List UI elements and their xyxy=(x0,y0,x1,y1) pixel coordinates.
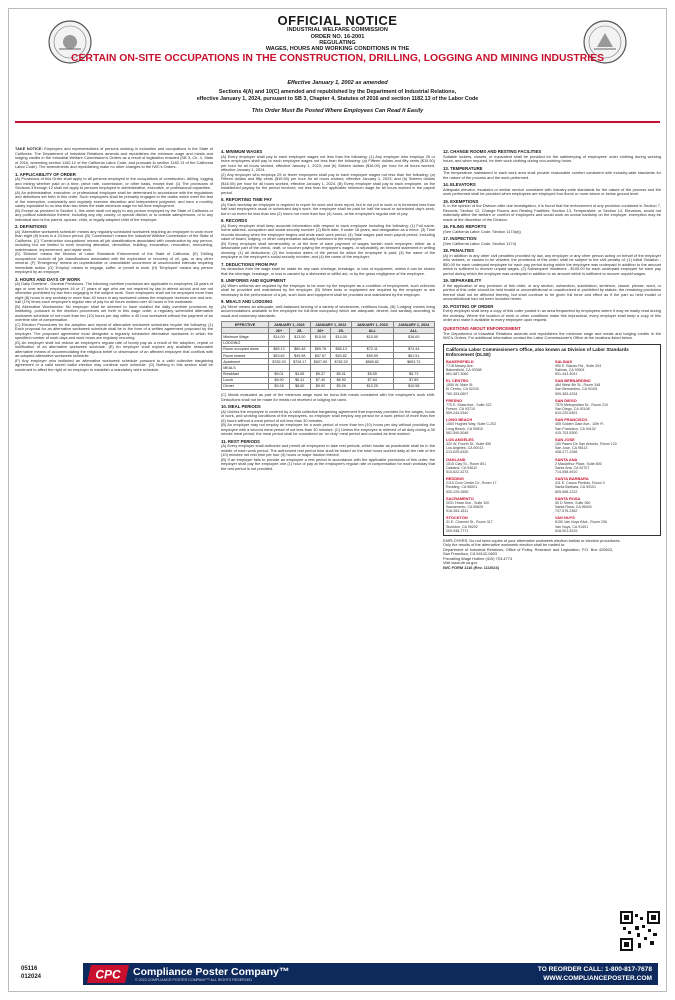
section-heading: 8. UNIFORMS AND EQUIPMENT xyxy=(221,278,286,283)
paragraph: (B) If an employer fails to provide an employee a rest period in accordance with the applicable provisions of this order, the employer shall pay the employee one (1) hour of pay at the employee's regular rate of compensation for each workday that the rest period is not provided. xyxy=(221,456,435,471)
table-header-cell: JANUARY 1, 2022 xyxy=(310,322,351,328)
table-cell: $5.37 xyxy=(310,371,331,377)
office-entry xyxy=(446,378,549,396)
section-heading: 3. HOURS AND DAYS OF WORK xyxy=(15,276,81,282)
office-address: 100 Paseo De San Antonio, Room 120 San Jose, CA 95113 408-277-1266 xyxy=(555,441,617,455)
office-city: VAN NUYS xyxy=(555,515,575,521)
website-note: Visit www.dir.ca.gov xyxy=(443,560,478,566)
table-cell: $14.00 xyxy=(331,334,352,340)
section-heading: 20. POSTING OF ORDER xyxy=(443,303,494,309)
table-cell: $57.67 xyxy=(310,352,331,358)
table-subheader-cell: 26+ xyxy=(310,328,331,334)
office-address: 7575 Metropolitan Dr., Room 210 San Diego, CA 92108 619-220-5451 xyxy=(555,402,608,416)
table-subheader-cell: 26+ xyxy=(269,328,290,334)
enforcement-heading: QUESTIONS ABOUT ENFORCEMENT xyxy=(443,325,521,331)
office-list xyxy=(446,359,658,533)
office-city: OAKLAND xyxy=(446,456,466,462)
office-city: STOCKTON xyxy=(446,515,468,521)
office-address: 7718 Meany Ave. Bakersfield, CA 93308 661-587-3060 xyxy=(446,363,482,376)
poster-code: 05116 xyxy=(21,966,38,972)
office-address: 1500 Hughes Way, Suite C-202 Long Beach, CA 90810 562-590-5048 xyxy=(446,422,497,435)
order-number: ORDER NO. 16-2001 xyxy=(310,34,365,40)
paragraph: (B) An employer may not employ an employee for a work period of more than ten (10) hours per day without providing the employee with a second meal period of not less than 30 minutes. (C) Unless the employee is relieved of all duty during a 30 minute meal period, the meal period shall be considered an 'on duty' meal period and counted as time worked. xyxy=(221,422,435,437)
office-city: BAKERSFIELD xyxy=(446,358,474,364)
office-entry xyxy=(446,515,549,533)
hotline: Prevailing Wage Hotline (415) 703-4774 xyxy=(443,555,513,561)
office-entry xyxy=(446,359,549,377)
column-3 xyxy=(443,147,661,959)
office-entry xyxy=(446,437,549,455)
table-row-label: Room occupied alone xyxy=(222,346,269,352)
table-cell: $15.50 xyxy=(352,334,393,340)
office-address: 950 E. Blanco Rd., Suite 204 Salinas, CA 93901 831-443-3041 xyxy=(555,363,602,376)
table-cell: $8.60 xyxy=(289,383,310,389)
table-header-cell: JANUARY 1, 2024 xyxy=(393,322,434,328)
section-heading: 11. REST PERIODS xyxy=(221,438,260,444)
paragraph: (A) 'Alternative workweek schedule' means any regularly scheduled workweek requiring an employee to work more than eight (8) hours in a 24-hour period. (B) 'Commission' means the Industrial Welfare Commission of the State of California. (C) 'Construction occupations' means all job classifications associated with construction by any person, including but not limited to work involving alteration, demolition, building, excavation, renovation, remodeling, maintenance, improvement, and repair work. xyxy=(15,228,213,252)
office-address: 464 West 4th St., Room 348 San Bernardino, CA 92401 909-383-4334 xyxy=(555,383,601,396)
office-address: 320 W. Fourth St., Suite 450 Los Angeles, CA 90013 213-620-6330 xyxy=(446,441,492,455)
paragraph: (A) Each workday an employee is required to report for work and does report, but is not put to work or is furnished less than half said employee's usual or scheduled day's work, the employee shall be paid for half the usual or scheduled day's work, but in no event for less than two (2) hours nor more than four (4) hours, at the employee's regular rate of pay. xyxy=(221,201,435,216)
table-cell: $16.00 xyxy=(393,334,434,340)
table-cell: $9.26 xyxy=(331,383,352,389)
table-row-label: LODGING xyxy=(222,340,269,346)
commission-line: INDUSTRIAL WELFARE COMMISSION xyxy=(287,27,388,33)
office-city: SANTA BARBARA xyxy=(555,476,589,482)
office-city: EL CENTRO xyxy=(446,378,469,384)
section-heading: 1. APPLICABILITY OF ORDER xyxy=(15,171,76,177)
paragraph: (A) Unless the employee is covered by a valid collective bargaining agreement that expressly provides for the wages, hours of work, and working conditions of the employees, no employer shall employ any person for a work period of more than five (5) hours without a meal period of not less than 30 minutes. xyxy=(221,408,435,423)
table-subheader-cell: ALL xyxy=(352,328,393,334)
office-address: 455 Golden Gate Ave., 10th Fl. San Francisco, CA 94102 415-703-5300 xyxy=(555,422,605,435)
office-address: 50 D Street, Suite 360 Santa Rosa, CA 95404 707-576-2362 xyxy=(555,500,592,514)
office-city: SAN BERNARDINO xyxy=(555,378,591,384)
paragraph: (See California Labor Code, Section 1174(a)) xyxy=(443,228,521,234)
paragraph: (A) Every employer shall authorize and permit all employees to take rest periods, which insofar as practicable shall be in the middle of each work period. The authorized rest period time shall be based on the total hours worked daily at the rate of ten (10) minutes net rest time per four (4) hours or major fraction thereof. xyxy=(221,443,435,458)
dlse-offices-box xyxy=(443,344,661,536)
table-row-label: Room shared xyxy=(222,352,269,358)
section-heading: 6. RECORDS xyxy=(221,218,248,223)
table-cell: $837.89 xyxy=(310,359,331,365)
table-subheader-cell: ALL xyxy=(393,328,434,334)
notice-poster xyxy=(8,8,667,992)
header-divider xyxy=(15,121,660,123)
office-entry xyxy=(446,417,549,435)
section-heading: 9. MEALS AND LODGING xyxy=(221,299,273,304)
order-title: CERTAIN ON-SITE OCCUPATIONS IN THE CONSTRUCTION, DRILLING, LOGGING AND MINING INDUSTRIES xyxy=(71,53,604,64)
table-cell: $60.48 xyxy=(289,346,310,352)
table-header-cell: JANUARY 1, 2023 xyxy=(352,322,393,328)
section-heading: 18. PENALTIES xyxy=(443,248,474,253)
offices-title: California Labor Commissioner's Office, also known as Division of Labor Standards Enforcement (DLSE) xyxy=(446,346,629,357)
table-cell: $5.01 xyxy=(331,371,352,377)
paragraph: (A) In addition to any other civil penalties provided by law, any employer or any other person acting on behalf of the employer who violates, or causes to be violated, the provisions of this order, shall be subject to the civil penalty of: (1) Initial Violation - $50.00 for each underpaid employee for each pay period during which the employee was underpaid in addition to the amount which is sufficient to recover unpaid wages. (2) Subsequent Violations - $100.00 for each underpaid employee for each pay period during which the employee was underpaid in addition to an amount which is sufficient to recover unpaid wages. xyxy=(443,252,661,276)
table-cell: $782.03 xyxy=(331,359,352,365)
table-cell: $65.13 xyxy=(269,346,290,352)
enforcement-intro: The Department of Industrial Relations amends and republishes the minimum wage and meals and lodging credits in the IWC's Orders. For additional information contact the Labor Commissioner's Office at the locations listed below. xyxy=(443,330,661,340)
section-heading: 14. ELEVATORS xyxy=(443,182,476,187)
section-heading: 17. INSPECTION xyxy=(443,236,477,241)
paragraph: Suitable lockers, closets, or equivalent shall be provided for the safekeeping of employees' outer clothing during working hours, and when required, for their work clothing during non-working hours. xyxy=(443,153,661,163)
table-cell: $6.90 xyxy=(269,377,290,383)
office-city: REDDING xyxy=(446,476,464,482)
brand-name: Compliance Poster Company™ xyxy=(133,966,290,978)
section-heading: 10. MEAL PERIODS xyxy=(221,404,261,410)
table-cell: $726.17 xyxy=(289,359,310,365)
table-row-label: Lunch xyxy=(222,377,269,383)
table-cell: $13.00 xyxy=(289,334,310,340)
paragraph: (A) Provisions of this Order shall apply to all persons employed in the occupations of construction, drilling, logging and mining whether paid on a time, piece rate, commission, or other basis, except that: (1) The provisions of Sections 3 through 12 shall not apply to persons employed in administrative, executive, or professional capacities. xyxy=(15,176,213,190)
paragraph: Every employer shall keep a copy of this order posted in an area frequented by employees where it may be easily read during the workday. Where the location of work or other conditions make this impractical, every employer shall keep a copy of this order and make it available to every employee upon request. xyxy=(443,308,661,322)
table-cell: $782.03 xyxy=(269,359,290,365)
table-cell: $59.59 xyxy=(352,352,393,358)
wage-table-body xyxy=(222,334,435,390)
table-cell: $72.11 xyxy=(352,346,393,352)
table-cell: $7.89 xyxy=(393,377,434,383)
paragraph: (C) Election Procedures for the adoption and repeal of alternative workweek schedules require the following: (1) Each proposal for an alternative workweek schedule shall be in the form of a written agreement proposed by the employer. The proposed agreement must designate a regularly scheduled alternative workweek in which the specified number of work days and work hours are regularly recurring. xyxy=(15,321,213,340)
paragraph: (A) Daily Overtime - General Provisions: The following overtime provisions are applicable to employees 18 years of age or over and to employees 16 or 17 years of age who are not required by law to attend school and are not otherwise prohibited by law from engaging in the subject work. Such employees shall not be employed more than eight (8) hours in any workday or more than 40 hours in any workweek unless the employee receives one and one-half (1½) times such employee's regular rate of pay for all hours worked over 40 hours in the workweek. xyxy=(15,281,213,304)
amendment-note xyxy=(69,89,606,104)
table-cell: $865.82 xyxy=(352,359,393,365)
table-cell: $6.90 xyxy=(331,377,352,383)
paragraph: The temperature maintained in each work area shall provide reasonable comfort consistent with industry-wide standards for the nature of the process and the work performed. xyxy=(443,170,661,180)
table-row-label: MEALS xyxy=(222,365,269,371)
paragraph: (A) 'Meal' means an adequate, well-balanced serving of a variety of wholesome, nutritious foods. (B) 'Lodging' means living accommodations available to the employee for full-time occupancy which are adequate, decent, and sanitary according to usual and customary standards. xyxy=(221,303,435,318)
paragraph: (2) Any employer who employs 25 or fewer employees shall pay to each employee wages not less than the following: (a) Fifteen dollars and fifty cents ($15.50) per hour for all hours worked, effective January 1, 2023; and (b) Sixteen dollars ($16.00) per hour for all hours worked, effective January 1, 2024. (B) Every employer shall pay to each employee, on the established payday for the period involved, not less than the applicable minimum wage for all hours worked in the payroll period. xyxy=(221,171,435,195)
paragraph: (B) Alternative Workweeks: No employer shall be deemed to have violated the daily overtime provisions by instituting, pursuant to the election procedures set forth in this wage order, a regularly scheduled alternative workweek schedule of not more than ten (10) hours per day within a 40 hour workweek without the payment of an overtime rate of compensation. xyxy=(15,303,213,322)
logo-text: CPC xyxy=(95,967,121,982)
paragraph: (A) Every employer shall keep accurate information with respect to each employee including the following: (1) Full name, home address, occupation and social security number. (2) Birth date, if under 18 years, and designation as a minor. (3) Time records showing when the employee begins and ends each work period. (4) Total wages paid each payroll period, including value of board, lodging, or other compensation actually furnished to the employee. xyxy=(221,222,435,241)
office-city: SALINAS xyxy=(555,358,573,364)
section-heading: 19. SEPARABILITY xyxy=(443,278,482,283)
section-heading: 2. DEFINITIONS xyxy=(15,224,47,229)
table-cell: $9.92 xyxy=(310,383,331,389)
office-address: 770 E. Shaw Ave., Suite 222 Fresno, CA 93710 559-244-5340 xyxy=(446,402,492,416)
section-heading: 13. TEMPERATURE xyxy=(443,165,483,171)
section-heading: 4. MINIMUM WAGES xyxy=(221,149,263,154)
office-address: 2115 Civic Center Dr., Room 17 Redding, CA 96001 530-225-2655 xyxy=(446,481,497,494)
table-cell: $14.00 xyxy=(269,334,290,340)
section-heading: 16. FILING REPORTS xyxy=(443,224,487,229)
intro-paragraph: TAKE NOTICE: Employers and representatives of persons working in industries and occupations in the State of California: The Department of Industrial Relations amends and republishes the minimum wage and meals and lodging credits in the Industrial Welfare Commission's Orders as a result of legislation enacted (SB 3, Ch. 4, Stats of 2016, amending section 1182.12 of the California Labor Code, and pursuant to section 1182.13 of the California Labor Code). The amendments and republishing make no other changes to the IWC's Orders. xyxy=(15,147,213,169)
office-entry xyxy=(555,359,658,377)
table-row xyxy=(222,383,435,389)
table-cell: $5.01 xyxy=(269,371,290,377)
office-entry xyxy=(555,457,658,475)
table-cell: $10.25 xyxy=(352,383,393,389)
column-1 xyxy=(15,147,213,959)
office-entry xyxy=(446,457,549,475)
paragraph: (F) Any employer who instituted an alternative workweek schedule pursuant to a valid collective bargaining agreement or a valid secret ballot election may continue such schedule. (G) Nothing in this section shall be construed to affect the right of an employer to establish a mandatory work schedule. xyxy=(15,357,213,372)
form-number: IWC FORM 1116 (Rev. 11/2023) xyxy=(443,564,499,570)
paragraph: (A) When uniforms are required by the employer to be worn by the employee as a condition of employment, such uniforms shall be provided and maintained by the employer. (B) When tools or equipment are required by the employer or are necessary to the performance of a job, such tools and equipment shall be provided and maintained by the employer. xyxy=(221,282,435,297)
poster-codes xyxy=(21,965,41,981)
office-city: FRESNO xyxy=(446,397,463,403)
office-entry xyxy=(555,515,658,533)
column-2 xyxy=(221,147,435,959)
table-cell: $53.82 xyxy=(269,352,290,358)
office-entry xyxy=(555,476,658,494)
paragraph: (See California Labor Code, Section 1174) xyxy=(443,240,517,246)
amendment-line-2: effective January 1, 2024, pursuant to SB 3, Chapter 4, Statutes of 2016 and section 1182.13 of the Labor Code xyxy=(196,96,479,103)
posting-instruction: This Order Must Be Posted Where Employees Can Read It Easily xyxy=(251,108,424,114)
table-cell: $65.13 xyxy=(331,346,352,352)
office-city: SANTA ANA xyxy=(555,456,578,462)
section-heading: 12. CHANGE ROOMS AND RESTING FACILITIES xyxy=(443,149,542,154)
amendment-line-1: Sections 4(A) and 10(C) amended and republished by the Department of Industrial Relations, xyxy=(218,89,457,95)
table-cell: $74.44 xyxy=(393,346,434,352)
cpc-logo-icon xyxy=(87,965,129,983)
table-cell: $5.55 xyxy=(352,371,393,377)
office-entry xyxy=(555,437,658,455)
table-cell: $15.00 xyxy=(310,334,331,340)
table-row-label: Breakfast xyxy=(222,371,269,377)
office-city: SAN FRANCISCO xyxy=(555,417,588,423)
table-cell: $6.41 xyxy=(289,377,310,383)
office-entry xyxy=(446,496,549,514)
wage-credit-table xyxy=(221,321,435,390)
office-address: 1550 W. Main St. El Centro, CA 92243 760-353-0607 xyxy=(446,383,479,396)
office-address: 1515 Clay St., Room 801 Oakland, CA 94612 510-622-3273 xyxy=(446,461,487,474)
office-address: 411 E. Canon Perdido, Room 3 Santa Barbara, CA 93101 805-568-1222 xyxy=(555,481,605,494)
office-entry xyxy=(446,476,549,494)
table-row-label: Minimum Wage xyxy=(222,334,269,340)
table-header-cell: EFFECTIVE xyxy=(222,322,269,328)
paragraph: (D) 'Division' means the Division of Labor Standards Enforcement of the State of California. (E) 'Drilling occupations' include all job classifications associated with the exploration or recovery of oil, gas, or any other mineral. (F) 'Emergency' means an unpredictable or unavoidable occurrence at unscheduled intervals requiring immediate action. (G) 'Employ' means to engage, suffer, or permit to work. (H) 'Employee' means any person employed by an employer. xyxy=(15,251,213,274)
office-entry xyxy=(555,496,658,514)
office-address: 31 E. Channel St., Room 317 Stockton, CA 95202 209-948-7771 xyxy=(446,520,493,533)
qr-code-icon xyxy=(620,911,660,951)
copyright: © 2023 COMPLIANCE POSTER COMPANY™ ALL RIGHTS RESERVED xyxy=(135,978,253,982)
paragraph: (A) Every employer shall pay to each employee wages not less than the following: (1) Any employer who employs 26 or more employees shall pay to each employee wages not less than the following: (a) Fifteen dollars and fifty cents ($15.50) per hour for all hours worked, effective January 1, 2023; and (b) Sixteen dollars ($16.00) per hour for all hours worked, effective January 1, 2024. xyxy=(221,153,435,172)
effective-line: Effective January 1, 2002 as amended xyxy=(287,80,388,86)
company-website: WWW.COMPLIANCEPOSTER.COM xyxy=(543,975,652,982)
office-address: 6150 Van Nuys Blvd., Room 206 Van Nuys, CA 91401 818-901-5315 xyxy=(555,520,607,533)
paragraph: If the application of any provision of this order, or any section, subsection, subdivision, sentence, clause, phrase, word, or portion of this order should be held invalid or unconstitutional or unauthorized or prohibited by statute, the remaining provisions thereof shall not be affected thereby, but shall continue to be given full force and effect as if the part so held invalid or unconstitutional had not been included herein. xyxy=(443,282,661,301)
office-city: SAN DIEGO xyxy=(555,397,577,403)
table-subheader-cell: 25- xyxy=(289,328,310,334)
office-address: 2 MacArthur Place, Suite 800 Santa Ana, CA 92707 714-558-4910 xyxy=(555,461,602,474)
table-row-label: Dinner xyxy=(222,383,269,389)
table-cell: $49.98 xyxy=(289,352,310,358)
office-city: LONG BEACH xyxy=(446,417,473,423)
table-cell: $893.72 xyxy=(393,359,434,365)
reorder-phone: TO REORDER CALL: 1-800-817-7678 xyxy=(537,966,652,973)
table-cell: $7.40 xyxy=(310,377,331,383)
office-city: SACRAMENTO xyxy=(446,495,474,501)
paragraph: (D) An employer shall not reduce an employee's regular rate of hourly pay as a result of the adoption, repeal or nullification of an alternative workweek schedule. (E) An employer shall explore any available reasonable alternative means of accommodating the religious belief or observance of an affected employee that conflicts with an adopted alternative workweek schedule. xyxy=(15,339,213,358)
paragraph: No deduction from the wage shall be made for any cash shortage, breakage, or loss of equipment, unless it can be shown that the shortage, breakage, or loss is caused by a dishonest or willful act, or by the gross negligence of the employee. xyxy=(221,266,435,276)
office-city: SANTA ROSA xyxy=(555,495,581,501)
table-header-cell: JANUARY 1, 2021 xyxy=(269,322,310,328)
table-cell: $69.78 xyxy=(310,346,331,352)
table-cell: $4.65 xyxy=(289,371,310,377)
section-heading: 15. EXEMPTIONS xyxy=(443,198,479,204)
table-cell: $10.58 xyxy=(393,383,434,389)
section-heading: 5. REPORTING TIME PAY xyxy=(221,197,273,202)
paragraph: If, in the opinion of the Division after due investigation, it is found that the enforcement of any provision contained in Section 7, Records; Section 12, Change Rooms and Resting Facilities; Section 13, Temperature; or Section 14, Elevators, would not materially affect the welfare or comfort of employees and would work an undue hardship on the employer, exemption may be made at the discretion of the Division. xyxy=(443,203,661,222)
paragraph: (B) Except as provided in Section 1, this order shall not apply to any person employed by the State of California or any political subdivision thereof, including any city, county, or special district, or to outside salespersons, or to any individual who is the parent, spouse, child, or legally adopted child of the employer. xyxy=(15,207,213,222)
table-row-label: Apartment xyxy=(222,359,269,365)
table-subheader-cell: 25- xyxy=(331,328,352,334)
table-cell: $5.73 xyxy=(393,371,434,377)
revision-code: 012024 xyxy=(21,974,42,980)
table-cell: $7.64 xyxy=(352,377,393,383)
office-city: SAN JOSE xyxy=(555,436,575,442)
table-cell: $9.26 xyxy=(269,383,290,389)
poster-header xyxy=(9,9,666,149)
office-entry xyxy=(555,378,658,396)
paragraph: (B) Every employer shall semimonthly or at the time of each payment of wages furnish each employee, either as a detachable part of the check, draft, or voucher paying the employee's wages, or separately, an itemized statement in writing showing: (1) all deductions; (2) the inclusive dates of the period for which the employee is paid; (3) the name of the employee or the employee's social security number; and (4) the name of the employer. xyxy=(221,240,435,259)
office-entry xyxy=(555,417,658,435)
employer-note: EMPLOYERS: Do not send copies of your alternative workweek election ballots or election procedures. xyxy=(443,537,621,543)
paragraph: Adequate elevator, escalator or similar service consistent with industry-wide standards for the nature of the process and the work performed shall be provided when employees are employed four floors or more above or below ground level. xyxy=(443,186,661,196)
office-address: 2031 Howe Ave., Suite 100 Sacramento, CA 95825 916-263-1811 xyxy=(446,500,490,514)
office-city: LOS ANGELES xyxy=(446,436,474,442)
section-heading: 7. DEDUCTIONS FROM PAY xyxy=(221,261,278,267)
mail-address: Department of Industrial Relations, Office of Policy, Research and Legislation, P.O. Box 420603, San Francisco, CA 94142-0603 xyxy=(443,546,613,557)
notice-heading: OFFICIAL NOTICE xyxy=(277,13,398,28)
paragraph: (A) An administrative, executive, or professional employee shall be determined in accordance with the regulations and definitions set forth in this order. Such employees shall be primarily engaged in the duties which meet the test of the exemption, customarily and regularly exercise discretion and independent judgment, and earn a monthly salary equivalent to no less than two times the state minimum wage for full-time employment. xyxy=(15,189,213,208)
table-cell: $53.82 xyxy=(331,352,352,358)
office-entry xyxy=(446,398,549,416)
employer-note-2: Only the results of the alternative workweek election shall be mailed to: xyxy=(443,542,566,548)
regulating-line: REGULATING xyxy=(319,40,356,46)
poster-footer xyxy=(9,959,666,991)
table-cell: $61.51 xyxy=(393,352,434,358)
subject-line: WAGES, HOURS AND WORKING CONDITIONS IN THE xyxy=(265,46,410,52)
paragraph: (C) Meals evaluated as part of the minimum wage must be bona fide meals consistent with the employee's work shift. Deductions shall not be made for meals not received or lodging not used. xyxy=(221,392,435,402)
office-entry xyxy=(555,398,658,416)
